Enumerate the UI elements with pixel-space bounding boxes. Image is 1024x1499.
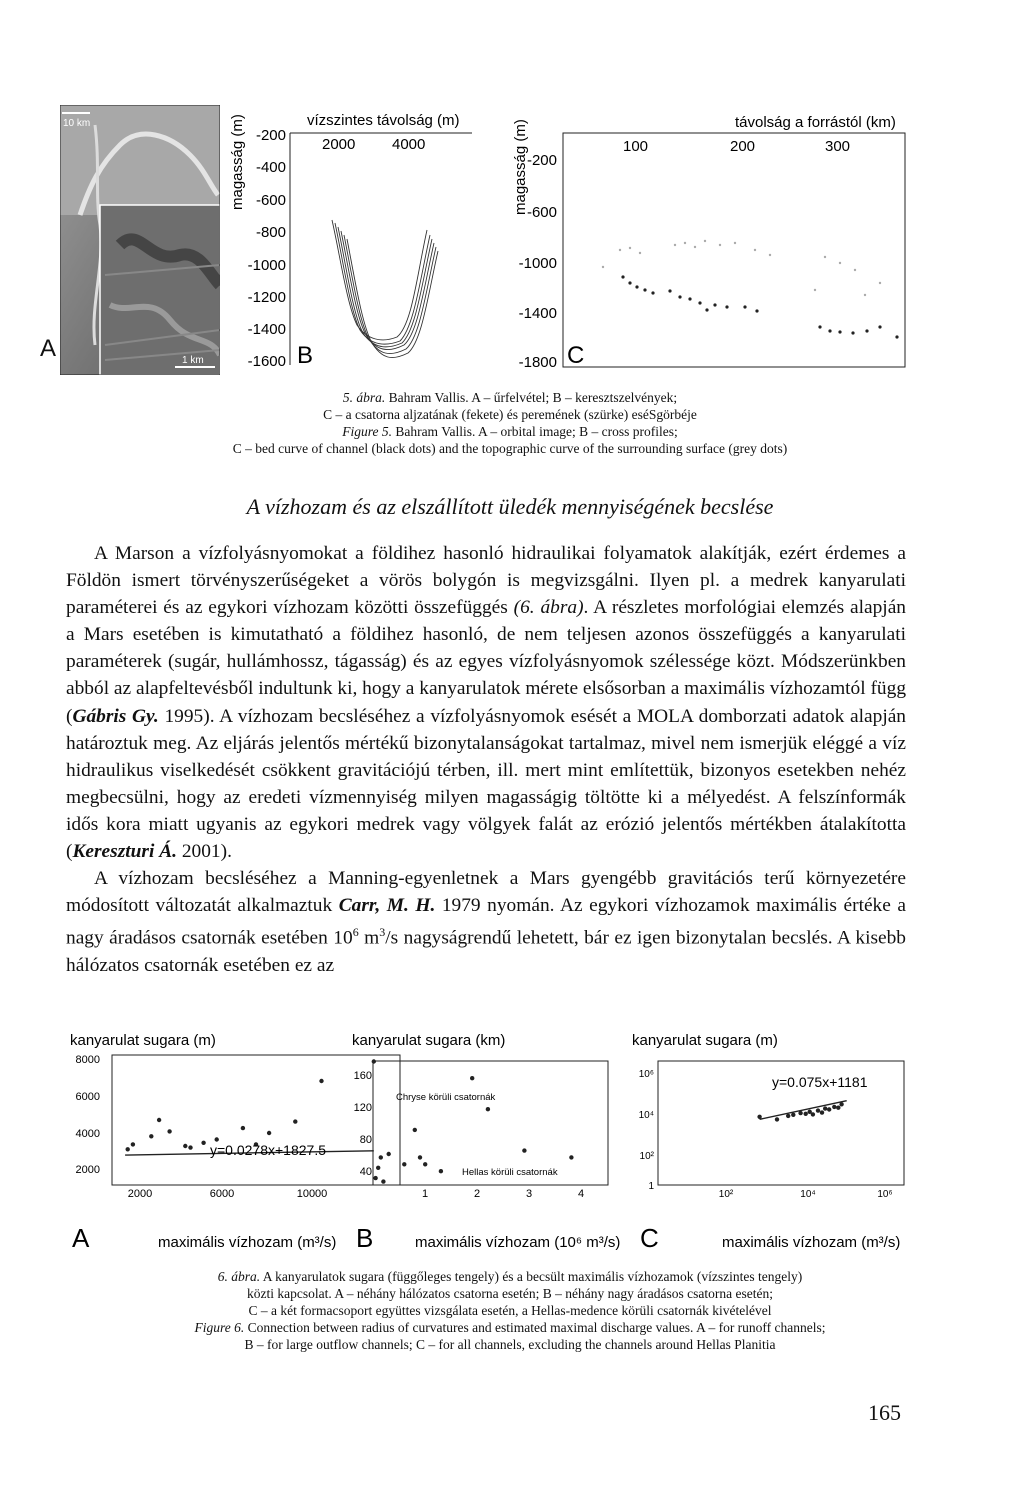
fig5-b-xtick: 4000 — [392, 136, 426, 153]
scatter-point — [413, 1128, 417, 1132]
scatter-point — [823, 1106, 827, 1110]
fig5-panel-c-chart — [495, 105, 910, 375]
scatter-point — [167, 1129, 171, 1133]
fig6-b-xtick: 4 — [577, 1188, 585, 1200]
scatter-point — [241, 1126, 245, 1130]
section-heading: A vízhozam és az elszállított üledék mennyiségének becslése — [246, 494, 774, 519]
scatter-point — [786, 1114, 790, 1118]
fig5-caption-hu-2: C – a csatorna aljzatának (fekete) és peremének (szürke) eséSgörbéje — [323, 407, 697, 422]
fig6-a-ytick: 6000 — [75, 1091, 100, 1103]
fig6-a-ytick: 2000 — [75, 1164, 100, 1176]
fig5-b-ylabel: magasság (m) — [229, 114, 246, 210]
figure-6-caption — [90, 1268, 930, 1353]
fig6-b-xtick: 3 — [525, 1188, 533, 1200]
fig5-b-ytick: -1000 — [247, 257, 286, 274]
fig6-a-ytick: 4000 — [75, 1128, 100, 1140]
scatter-point — [188, 1145, 192, 1149]
fig6-c-ytick: 10⁴ — [638, 1110, 654, 1121]
fig6-c-xtick: 10⁶ — [877, 1189, 893, 1200]
scatter-point — [379, 1155, 383, 1159]
fig6-a-xticks — [128, 1188, 328, 1200]
fig6-c-xtick: 10² — [718, 1189, 734, 1200]
fig6-c-xticks — [719, 1189, 893, 1200]
fig6-a-letter: A — [72, 1223, 90, 1253]
scatter-point — [804, 1112, 808, 1116]
fig6-a-title: kanyarulat sugara (m) — [70, 1032, 216, 1049]
scatter-point — [131, 1142, 135, 1146]
scatter-point — [201, 1141, 205, 1145]
fig5-c-grey-dots — [602, 240, 881, 296]
fig6-b-ytick: 40 — [359, 1166, 372, 1178]
scatter-point — [820, 1110, 824, 1114]
fig5-c-ytick: -200 — [526, 152, 557, 169]
scatter-point — [149, 1134, 153, 1138]
scatter-point — [522, 1148, 526, 1152]
fig5-c-xtick: 100 — [623, 138, 649, 155]
fig6-a-xtick: 2000 — [127, 1188, 153, 1200]
fig6-b-annotation: Chryse körüli csatornák — [396, 1092, 496, 1103]
fig5-c-ytick: -1000 — [518, 255, 557, 272]
fig5-b-ytick: -600 — [255, 192, 286, 209]
fig6-c-yticks — [639, 1069, 655, 1192]
fig5-b-xlabel: vízszintes távolság (m) — [307, 112, 460, 129]
fig5-b-ytick: -400 — [255, 159, 286, 176]
fig5-c-ytick: -600 — [526, 204, 557, 221]
scatter-point — [423, 1162, 427, 1166]
fig5-a-scale-top: 10 km — [63, 118, 91, 129]
fig6-caption-hu-3: C – a két formacsoport együttes vizsgálata esetén, a Hellas-medence körüli csatornák kivételével — [248, 1303, 772, 1318]
fig5-b-letter: B — [297, 342, 314, 369]
fig6-b-letter: B — [356, 1223, 374, 1253]
fig5-c-ylabel: magasság (m) — [512, 119, 529, 215]
scatter-point — [486, 1107, 490, 1111]
scatter-point — [470, 1076, 474, 1080]
fig5-panel-a-letter: A — [40, 335, 57, 362]
fig6-c-xlabel: maximális vízhozam (m³/s) — [722, 1234, 901, 1251]
fig6-b-xticks — [422, 1188, 584, 1200]
fig6-c-equation: y=0.075x+1181 — [772, 1074, 868, 1090]
scatter-point — [319, 1079, 323, 1083]
fig5-b-profiles — [332, 220, 438, 358]
fig6-c-xtick: 10⁴ — [800, 1189, 816, 1200]
scatter-point — [569, 1155, 573, 1159]
scatter-point — [381, 1179, 385, 1183]
scatter-point — [816, 1108, 820, 1112]
fig5-caption-hu-1: 5. ábra. Bahram Vallis. A – űrfelvétel; B – keresztszelvények; — [342, 390, 678, 405]
fig6-c-letter: C — [640, 1223, 659, 1253]
fig6-caption-hu-1: 6. ábra. A kanyarulatok sugara (függőleges tengely) és a becsült maximális vízhozamok (vízszintes tengely) — [217, 1269, 803, 1284]
scatter-point — [126, 1147, 130, 1151]
fig6-b-annotation: Hellas körüli csatornák — [462, 1167, 558, 1178]
scatter-point — [267, 1131, 271, 1135]
fig5-b-ytick: -800 — [255, 224, 286, 241]
scatter-point — [183, 1144, 187, 1148]
fig6-b-xlabel: maximális vízhozam (10⁶ m³/s) — [415, 1234, 621, 1251]
scatter-point — [791, 1113, 795, 1117]
scatter-point — [832, 1105, 836, 1109]
fig6-caption-en-2: B – for large outflow channels; C – for all channels, excluding the channels around Hellas Planitia — [244, 1337, 776, 1352]
fig5-c-xtick: 300 — [825, 138, 851, 155]
fig5-c-letter: C — [567, 342, 585, 369]
fig6-b-xtick: 1 — [421, 1188, 429, 1200]
fig5-b-ytick: -1600 — [247, 353, 286, 370]
scatter-point — [775, 1117, 779, 1121]
paragraph-1: A Marson a vízfolyásnyomokat a földihez hasonló hidraulikai folyamatok alakítják, ezért érdemes a Földön ismert törvényszerűségeket a vörös bolygón is megvizsgálni. Ilyen pl. a medrek kanyarulati paraméterei és az egykori vízhozam közötti összefüggés (6. ábra). A részletes morfológiai elemzés alapján a Mars esetében is kimutatható a földihez hasonló, de nem teljesen azonos összefüggés a kanyarulati paraméterek (sugár, hullámhossz, tágasság) és az egyes vízfolyásnyomok szélessége közt. Módszerünkben abból az alapfeltevésből indultunk ki, hogy a kanyarulatok mérete elsősorban a maximális vízhozamtól függ (Gábris Gy. 1995). A vízhozam becsléséhez a vízfolyásnyomok esését a MOLA domborzati adatok alapján határoztuk meg. Az eljárás jelentős mértékű bizonytalanságokat tartalmaz, mivel nem ismerjük eléggé a víz hidraulikus viselkedését csökkent gravitációjú térben, ill. mert mint említettük, bizonyos esetekben nehéz megbecsülni, hogy az eredeti vízmennyiség milyen magasságig töltötte ki a mélyedést. A felszínformák idős kora miatt ugyanis az egykori medrek vagy völgyek falát az erózió jelentős mértékben átalakította (Kereszturi Á. 2001). — [66, 543, 907, 863]
fig5-c-ytick: -1800 — [518, 354, 557, 371]
scatter-point — [293, 1119, 297, 1123]
fig6-a-ytick: 8000 — [75, 1054, 100, 1066]
scatter-point — [811, 1112, 815, 1116]
fig6-c-ytick: 10² — [639, 1151, 654, 1162]
fig6-c-title: kanyarulat sugara (m) — [632, 1032, 778, 1049]
fig6-caption-hu-2: közti kapcsolat. A – néhány hálózatos csatorna esetén; B – néhány nagy áradásos csatorna esetén; — [247, 1286, 773, 1301]
body-text — [66, 540, 906, 979]
scatter-point — [373, 1176, 377, 1180]
fig5-b-ytick: -200 — [255, 127, 286, 144]
fig5-c-xtick: 200 — [730, 138, 756, 155]
fig6-b-ytick: 160 — [353, 1070, 372, 1082]
scatter-point — [827, 1107, 831, 1111]
scatter-point — [376, 1166, 380, 1170]
fig6-a-xtick: 10000 — [296, 1188, 328, 1200]
paragraph-2: A vízhozam becsléséhez a Manning-egyenletnek a Mars gyengébb gravitációs terű környezetére módosított változatát alkalmaztuk Carr, M. H. 1979 nyomán. Az egykori vízhozamok maximális értéke a nagy áradásos csatornák esetében $10^6$ $m^3/s$ nagyságrendű lehetett, bár ez igen bizonytalan becslés. A kisebb hálózatos csatornák esetében ez az — [66, 868, 907, 976]
figure-5-caption — [110, 389, 910, 457]
fig5-caption-en-2: C – bed curve of channel (black dots) and the topographic curve of the surrounding surface (grey dots) — [232, 441, 788, 456]
fig5-c-black-dots — [621, 275, 898, 338]
fig6-a-yticks — [76, 1054, 100, 1176]
fig5-b-yticks — [248, 127, 286, 370]
fig6-caption-en-1: Figure 6. Connection between radius of curvatures and estimated maximal discharge values. A – for runoff channels; — [194, 1320, 826, 1335]
fig5-b-ytick: -1400 — [247, 321, 286, 338]
fig6-b-ytick: 80 — [359, 1134, 372, 1146]
scatter-point — [439, 1169, 443, 1173]
fig6-c-ytick: 10⁶ — [638, 1069, 654, 1080]
fig6-b-ytick: 120 — [353, 1102, 372, 1114]
scatter-point — [418, 1155, 422, 1159]
fig5-b-ytick: -1200 — [247, 289, 286, 306]
fig6-c-points — [757, 1102, 843, 1122]
scatter-point — [387, 1152, 391, 1156]
fig5-panel-a-image — [60, 105, 220, 375]
scatter-point — [157, 1118, 161, 1122]
figure-5 — [0, 0, 1024, 380]
scatter-point — [836, 1106, 840, 1110]
fig5-caption-en-1: Figure 5. Bahram Vallis. A – orbital image; B – cross profiles; — [342, 424, 678, 439]
fig6-a-points — [126, 1059, 376, 1151]
fig5-b-xtick: 2000 — [322, 136, 356, 153]
fig6-a-xlabel: maximális vízhozam (m³/s) — [158, 1234, 337, 1251]
page-number: 165 — [868, 1400, 901, 1425]
fig5-c-ytick: -1400 — [518, 305, 557, 322]
fig6-c-trendline — [760, 1101, 847, 1120]
fig6-b-xtick: 2 — [473, 1188, 481, 1200]
figure-6 — [60, 1025, 920, 1265]
fig6-b-title: kanyarulat sugara (km) — [352, 1032, 506, 1049]
fig6-a-xtick: 6000 — [209, 1188, 235, 1200]
fig6-b-yticks — [354, 1070, 372, 1178]
fig6-c-ytick: 1 — [648, 1181, 654, 1192]
fig6-a-equation: y=0.0278x+1827.5 — [210, 1142, 326, 1158]
fig5-a-scale-inset: 1 km — [182, 355, 204, 366]
fig5-panel-b-chart — [222, 105, 472, 375]
scatter-point — [402, 1162, 406, 1166]
fig5-c-xlabel: távolság a forrástól (km) — [735, 114, 896, 131]
